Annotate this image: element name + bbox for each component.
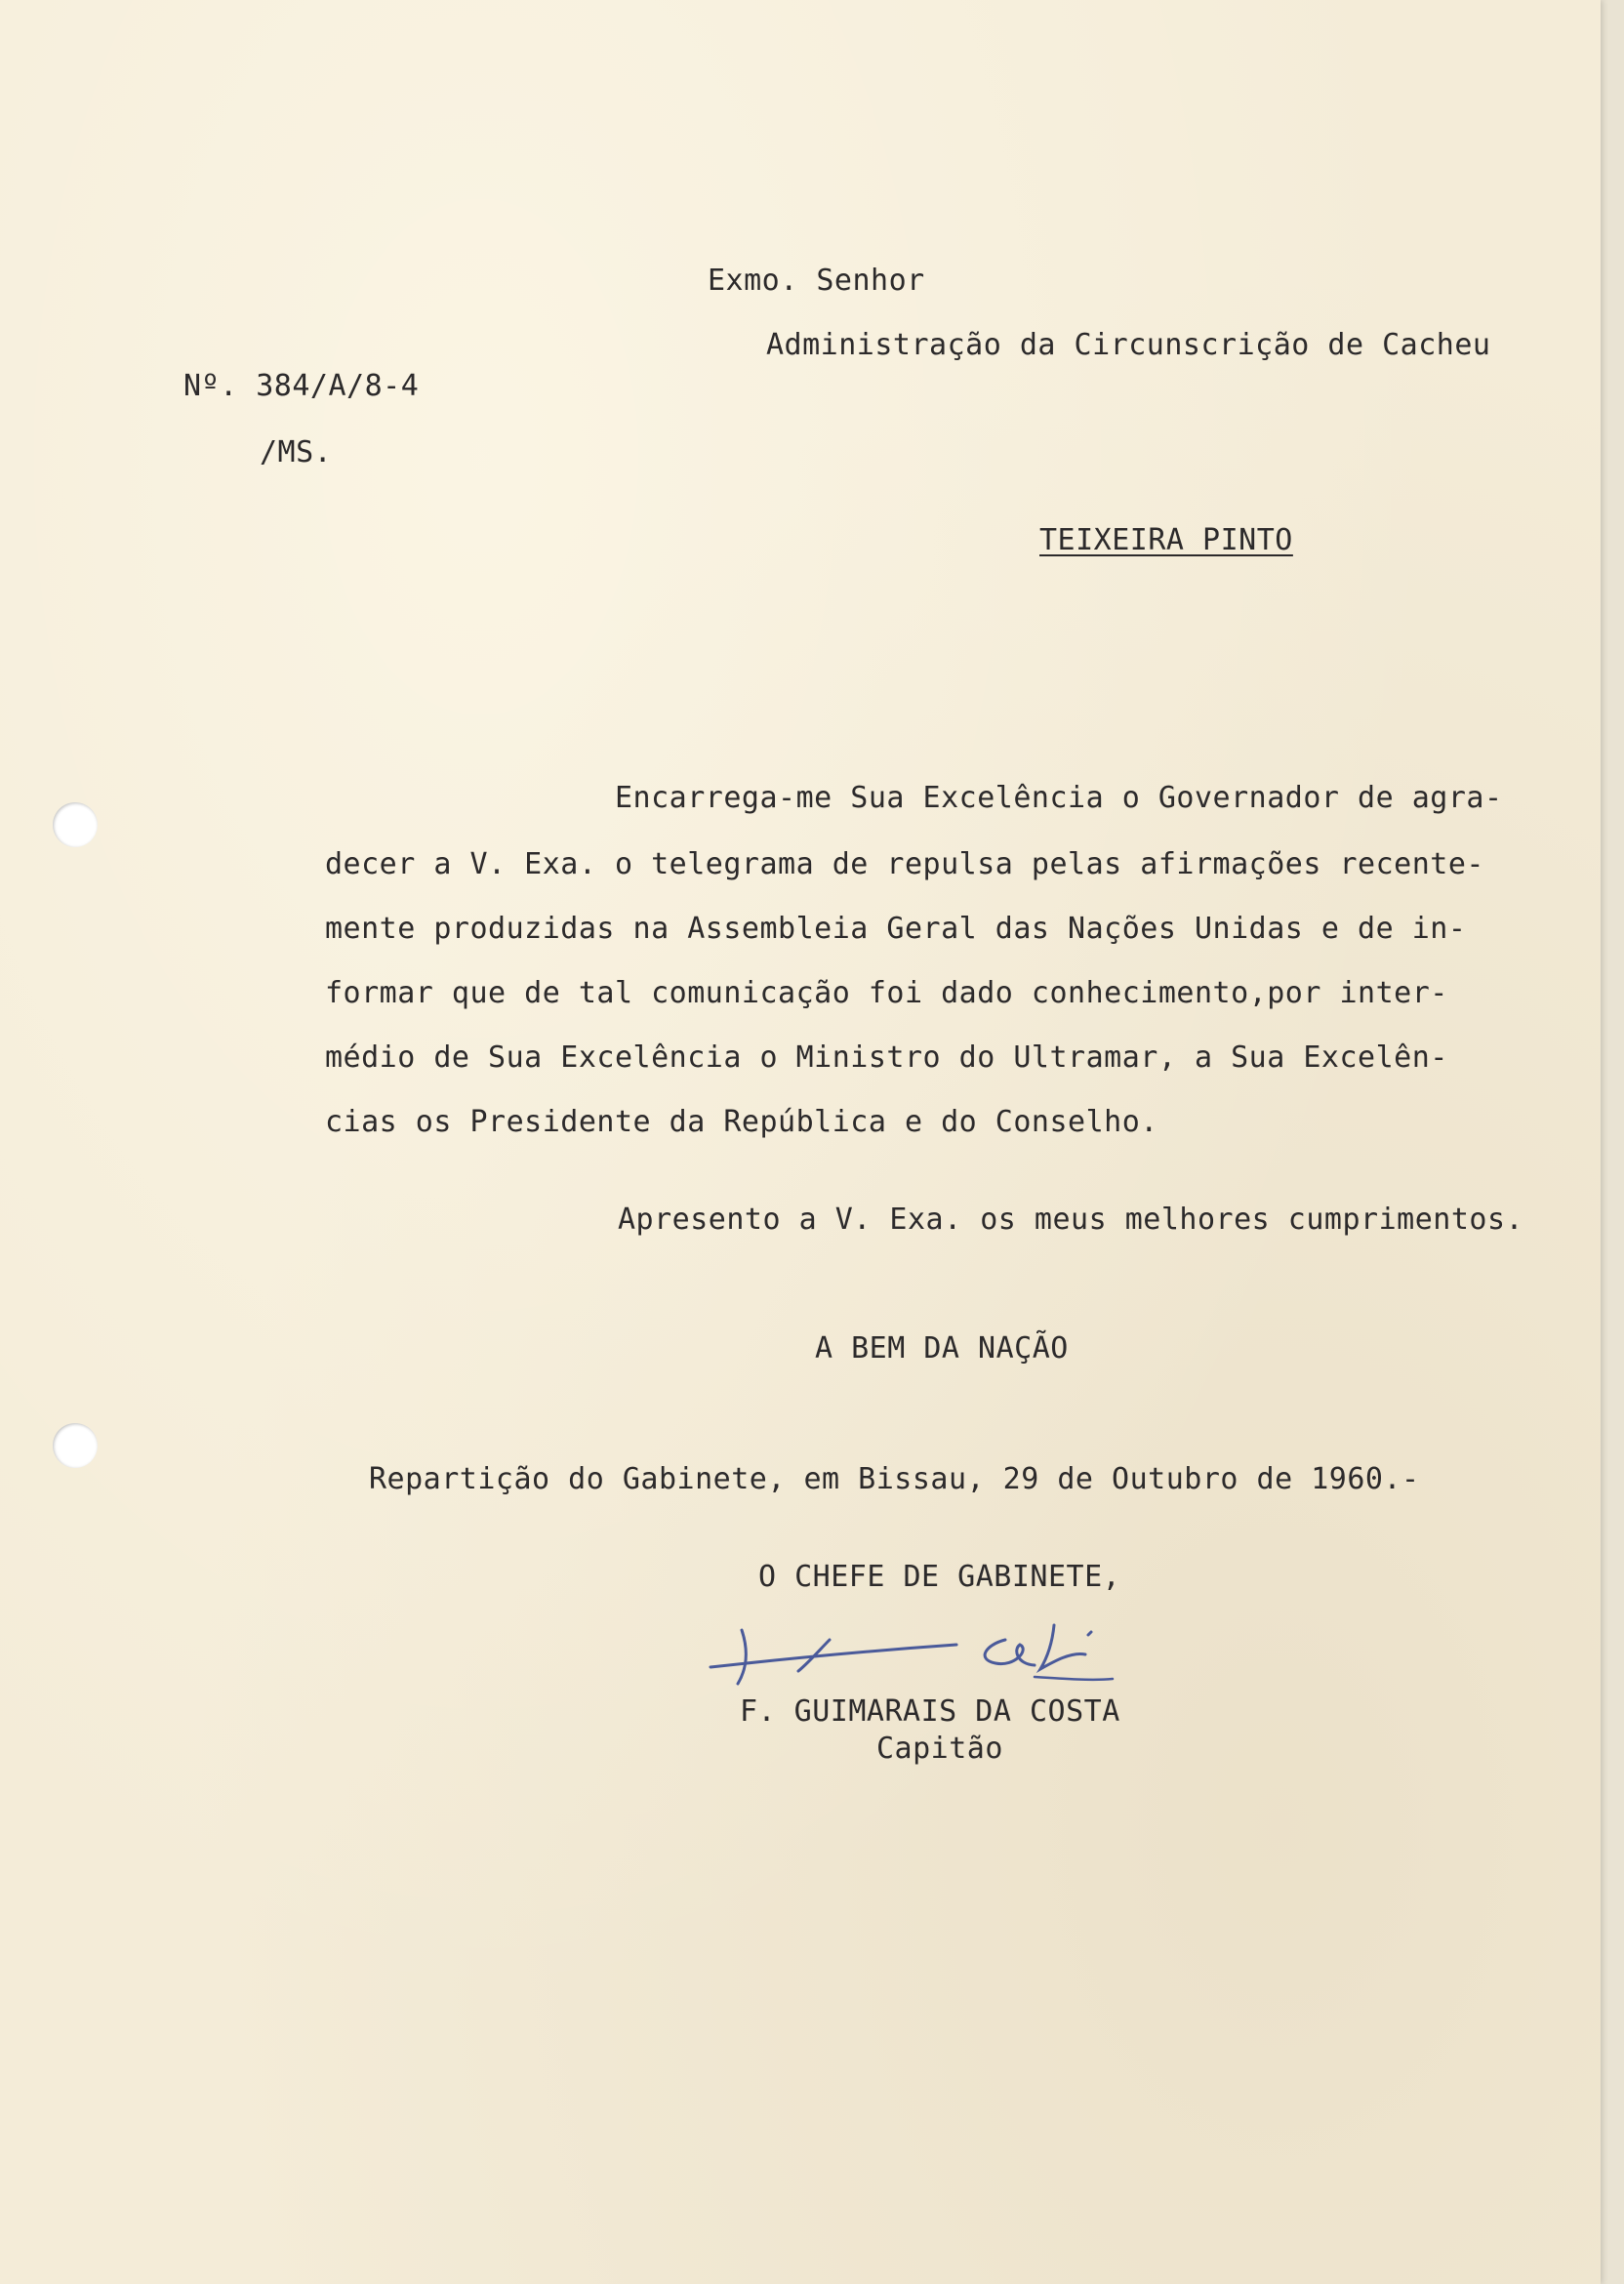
recipient: Administração da Circunscrição de Cacheu: [766, 328, 1491, 362]
body-line: mente produzidas na Assembleia Geral das Nações Unidas e de in-: [325, 912, 1467, 946]
body-line: médio de Sua Excelência o Ministro do Ultramar, a Sua Excelên-: [325, 1040, 1448, 1075]
punch-hole-upper: [53, 802, 98, 847]
reference-suffix: /MS.: [260, 435, 333, 469]
closing-line: Apresento a V. Exa. os meus melhores cumprimentos.: [618, 1203, 1524, 1237]
body-line: Encarrega-me Sua Excelência o Governador de agra-: [615, 781, 1503, 815]
signatory-title: O CHEFE DE GABINETE,: [758, 1560, 1121, 1594]
signatory-rank: Capitão: [876, 1732, 1003, 1766]
body-line: decer a V. Exa. o telegrama de repulsa pelas afirmações recente-: [325, 847, 1484, 881]
place-date: Repartição do Gabinete, em Bissau, 29 de Outubro de 1960.-: [369, 1462, 1420, 1496]
destination: TEIXEIRA PINTO: [1039, 523, 1293, 557]
body-line: cias os Presidente da República e do Conselho.: [325, 1105, 1158, 1139]
reference-number: Nº. 384/A/8-4: [183, 369, 420, 403]
punch-hole-lower: [53, 1423, 98, 1468]
motto: A BEM DA NAÇÃO: [815, 1331, 1069, 1366]
handwritten-signature: [703, 1591, 1210, 1698]
salutation: Exmo. Senhor: [708, 264, 925, 298]
signatory-name: F. GUIMARAIS DA COSTA: [740, 1694, 1120, 1729]
body-line: formar que de tal comunicação foi dado conhecimento,por inter-: [325, 976, 1448, 1010]
